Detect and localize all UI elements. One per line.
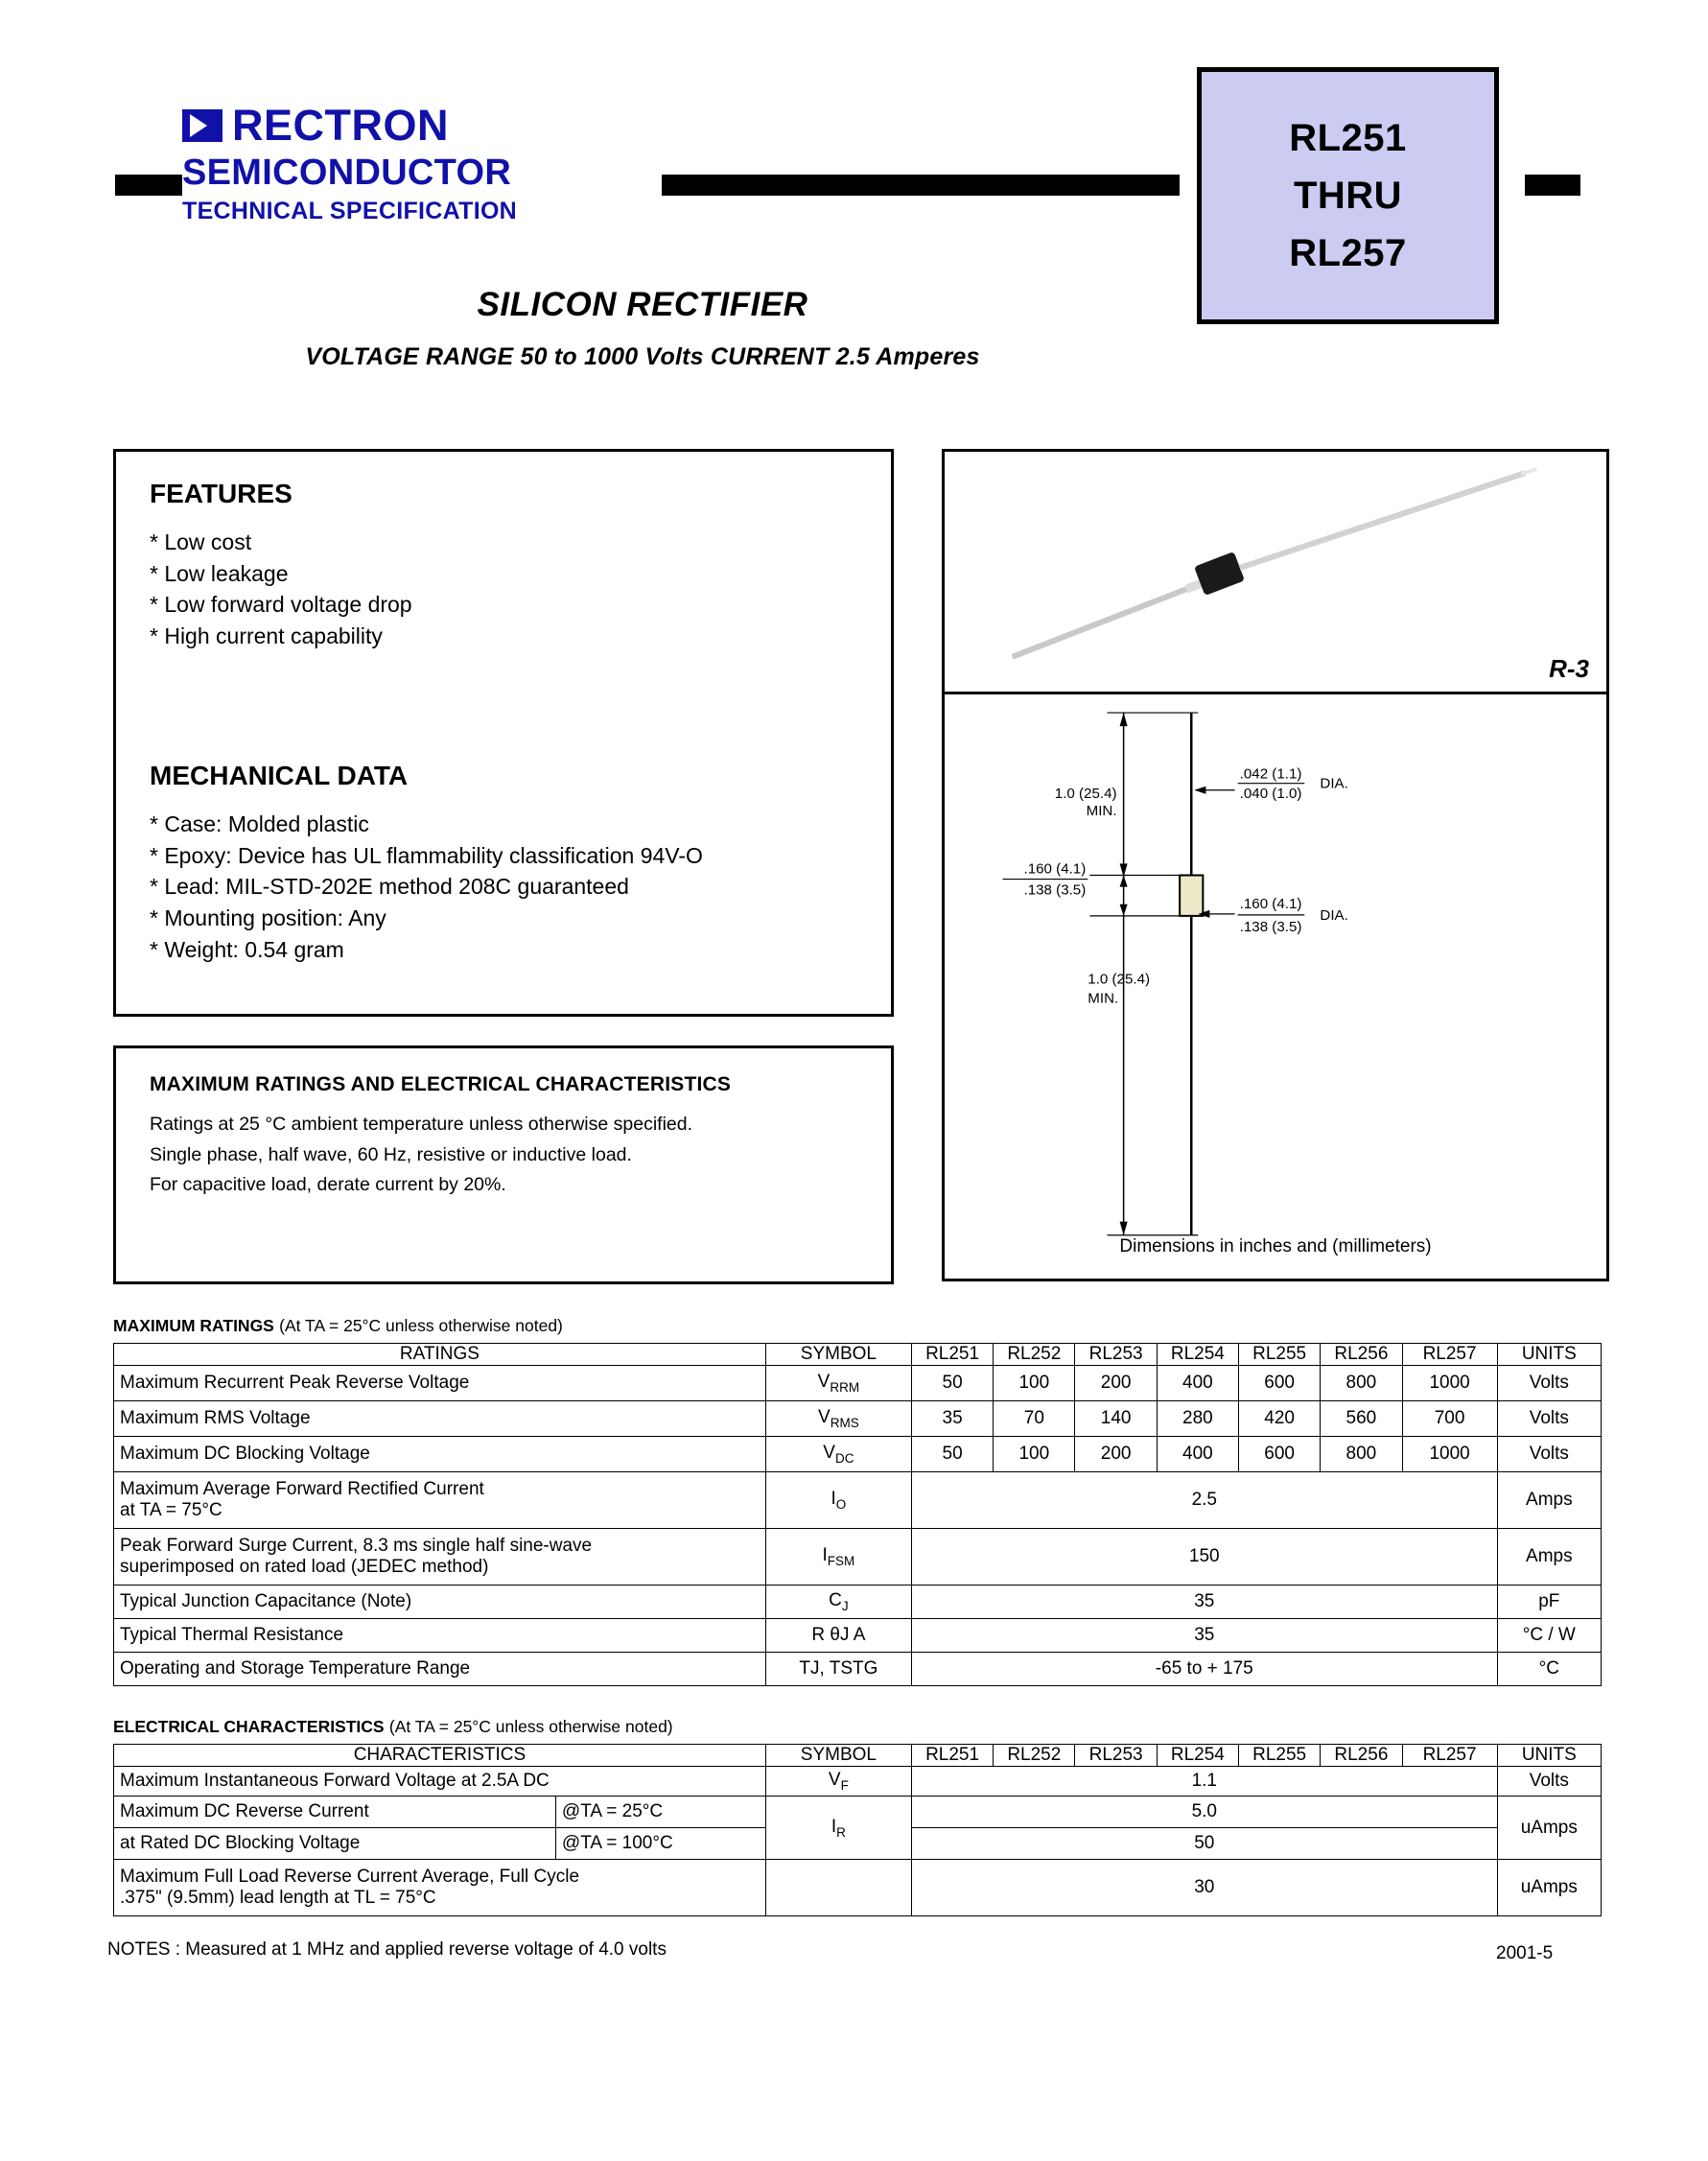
diode-photo-illustration bbox=[945, 452, 1606, 692]
col-part-5: RL255 bbox=[1239, 1745, 1321, 1767]
rating-symbol bbox=[765, 1529, 911, 1586]
mechanical-heading: MECHANICAL DATA bbox=[150, 761, 409, 790]
rating-name: Typical Thermal Resistance bbox=[114, 1619, 766, 1653]
symbol-main: V bbox=[817, 1372, 831, 1393]
table-header-row bbox=[114, 1745, 1602, 1767]
cell-value: 70 bbox=[994, 1401, 1075, 1437]
symbol-main: V bbox=[818, 1407, 831, 1428]
header-rule-middle bbox=[662, 175, 1180, 196]
symbol-main: V bbox=[828, 1770, 841, 1791]
list-item: * Epoxy: Device has UL flammability classification 94V-O bbox=[150, 842, 703, 868]
cell-value-span: -65 to + 175 bbox=[911, 1653, 1497, 1686]
rating-symbol bbox=[765, 1472, 911, 1529]
symbol-main: I bbox=[831, 1489, 836, 1510]
svg-text:.040 (1.0): .040 (1.0) bbox=[1239, 785, 1302, 802]
col-part-4: RL254 bbox=[1157, 1745, 1238, 1767]
package-dimensions-box bbox=[942, 689, 1609, 1281]
symbol-main: I bbox=[822, 1545, 828, 1566]
list-item: * Lead: MIL-STD-202E method 208C guaranteed bbox=[150, 874, 629, 900]
symbol-sub: J bbox=[841, 1598, 849, 1613]
company-subtitle: SEMICONDUCTOR bbox=[182, 153, 512, 193]
header-rule-right bbox=[1525, 175, 1580, 196]
char-name-line2: at Rated DC Blocking Voltage bbox=[114, 1828, 556, 1860]
char-name-line1: Maximum DC Reverse Current bbox=[114, 1797, 556, 1828]
page-subtitle: VOLTAGE RANGE 50 to 1000 Volts CURRENT 2.5 Amperes bbox=[305, 343, 980, 370]
col-symbol: SYMBOL bbox=[765, 1745, 911, 1767]
col-part-2: RL252 bbox=[994, 1344, 1075, 1366]
col-part-5: RL255 bbox=[1239, 1344, 1321, 1366]
col-part-7: RL257 bbox=[1402, 1344, 1497, 1366]
col-part-4: RL254 bbox=[1157, 1344, 1238, 1366]
rating-name-line2: superimposed on rated load (JEDEC method) bbox=[120, 1557, 489, 1577]
col-ratings: RATINGS bbox=[114, 1344, 766, 1366]
cell-units: Volts bbox=[1497, 1437, 1601, 1472]
col-part-6: RL256 bbox=[1321, 1344, 1402, 1366]
electrical-characteristics-table bbox=[113, 1744, 1602, 1916]
rating-name: Maximum DC Blocking Voltage bbox=[114, 1437, 766, 1472]
footer-notes: NOTES : Measured at 1 MHz and applied reverse voltage of 4.0 volts bbox=[107, 1939, 667, 1960]
table-row bbox=[114, 1401, 1602, 1437]
features-list bbox=[150, 527, 412, 652]
cell-units: °C / W bbox=[1497, 1619, 1601, 1653]
char-name bbox=[114, 1860, 766, 1916]
symbol-sub: O bbox=[835, 1496, 847, 1512]
svg-text:DIA.: DIA. bbox=[1320, 775, 1348, 792]
package-code-label: R-3 bbox=[1549, 654, 1589, 683]
part-number-last: RL257 bbox=[1289, 232, 1407, 274]
cell-value: 100 bbox=[994, 1366, 1075, 1401]
symbol-main: I bbox=[831, 1816, 837, 1837]
list-item: * Mounting position: Any bbox=[150, 904, 386, 930]
rating-name: Maximum RMS Voltage bbox=[114, 1401, 766, 1437]
rating-symbol bbox=[765, 1586, 911, 1619]
cell-value-span: 35 bbox=[911, 1619, 1497, 1653]
char-symbol bbox=[765, 1797, 911, 1860]
col-units: UNITS bbox=[1497, 1344, 1601, 1366]
list-item: * Case: Molded plastic bbox=[150, 811, 369, 836]
col-symbol: SYMBOL bbox=[765, 1344, 911, 1366]
company-name: RECTRON bbox=[232, 101, 449, 150]
cell-value-span: 50 bbox=[911, 1828, 1497, 1860]
symbol-sub: FSM bbox=[827, 1553, 855, 1568]
cell-value: 400 bbox=[1157, 1366, 1238, 1401]
cell-value: 600 bbox=[1239, 1437, 1321, 1472]
cell-value: 700 bbox=[1402, 1401, 1497, 1437]
char-condition-1: @TA = 25°C bbox=[555, 1797, 765, 1828]
svg-text:.160 (4.1): .160 (4.1) bbox=[1023, 860, 1087, 878]
list-item: Single phase, half wave, 60 Hz, resistive or inductive load. bbox=[150, 1143, 632, 1165]
char-condition-2: @TA = 100°C bbox=[555, 1828, 765, 1860]
char-name: Maximum Instantaneous Forward Voltage at 2.5A DC bbox=[114, 1767, 766, 1797]
cell-value: 140 bbox=[1075, 1401, 1157, 1437]
ratings-note-lines bbox=[150, 1110, 692, 1201]
cell-value: 600 bbox=[1239, 1366, 1321, 1401]
char-symbol bbox=[765, 1767, 911, 1797]
cell-value: 800 bbox=[1321, 1437, 1402, 1472]
cell-value: 560 bbox=[1321, 1401, 1402, 1437]
symbol-sub: R bbox=[836, 1824, 846, 1840]
table-header-row bbox=[114, 1344, 1602, 1366]
rating-name: Operating and Storage Temperature Range bbox=[114, 1653, 766, 1686]
rating-symbol bbox=[765, 1401, 911, 1437]
part-range-thru: THRU bbox=[1293, 175, 1403, 217]
table-row bbox=[114, 1366, 1602, 1401]
cell-value: 1000 bbox=[1402, 1437, 1497, 1472]
rectron-logo-icon bbox=[182, 109, 222, 142]
cell-value-span: 1.1 bbox=[911, 1767, 1497, 1797]
rating-symbol bbox=[765, 1366, 911, 1401]
dimensions-caption: Dimensions in inches and (millimeters) bbox=[1119, 1236, 1432, 1257]
cell-units: uAmps bbox=[1497, 1860, 1601, 1916]
col-part-1: RL251 bbox=[911, 1745, 993, 1767]
char-name-line1: Maximum Full Load Reverse Current Average, Full Cycle bbox=[120, 1867, 580, 1887]
max-ratings-table bbox=[113, 1343, 1602, 1686]
svg-text:1.0 (25.4): 1.0 (25.4) bbox=[1054, 785, 1117, 802]
list-item: * High current capability bbox=[150, 622, 383, 648]
cell-units: uAmps bbox=[1497, 1797, 1601, 1860]
rating-name-line1: Peak Forward Surge Current, 8.3 ms single half sine-wave bbox=[120, 1536, 593, 1556]
cell-units: °C bbox=[1497, 1653, 1601, 1686]
rating-name: Maximum Recurrent Peak Reverse Voltage bbox=[114, 1366, 766, 1401]
table-row bbox=[114, 1797, 1602, 1828]
cell-units: pF bbox=[1497, 1586, 1601, 1619]
cell-value: 400 bbox=[1157, 1437, 1238, 1472]
col-part-1: RL251 bbox=[911, 1344, 993, 1366]
svg-text:.042 (1.1): .042 (1.1) bbox=[1239, 765, 1302, 783]
table-row bbox=[114, 1653, 1602, 1686]
symbol-sub: RMS bbox=[830, 1415, 859, 1430]
cell-value: 800 bbox=[1321, 1366, 1402, 1401]
cell-value: 100 bbox=[994, 1437, 1075, 1472]
table-row bbox=[114, 1437, 1602, 1472]
table-row bbox=[114, 1767, 1602, 1797]
col-part-6: RL256 bbox=[1321, 1745, 1402, 1767]
svg-text:.138 (3.5): .138 (3.5) bbox=[1023, 881, 1087, 899]
cell-value-span: 2.5 bbox=[911, 1472, 1497, 1529]
svg-text:.160 (4.1): .160 (4.1) bbox=[1239, 895, 1302, 912]
cell-value: 200 bbox=[1075, 1437, 1157, 1472]
cell-value: 200 bbox=[1075, 1366, 1157, 1401]
symbol-sub: DC bbox=[834, 1450, 854, 1466]
rating-symbol bbox=[765, 1437, 911, 1472]
table-row bbox=[114, 1619, 1602, 1653]
col-part-7: RL257 bbox=[1402, 1745, 1497, 1767]
features-mechanical-box bbox=[113, 449, 894, 1017]
col-units: UNITS bbox=[1497, 1745, 1601, 1767]
package-photo-box bbox=[942, 449, 1609, 694]
cell-value: 280 bbox=[1157, 1401, 1238, 1437]
cell-value: 50 bbox=[911, 1366, 993, 1401]
cell-units: Amps bbox=[1497, 1529, 1601, 1586]
list-item: * Weight: 0.54 gram bbox=[150, 936, 344, 962]
rating-name-line1: Maximum Average Forward Rectified Current bbox=[120, 1479, 484, 1499]
list-item: * Low leakage bbox=[150, 560, 289, 586]
table-row bbox=[114, 1529, 1602, 1586]
col-part-3: RL253 bbox=[1075, 1745, 1157, 1767]
mechanical-list bbox=[150, 809, 703, 965]
rating-name bbox=[114, 1529, 766, 1586]
char-symbol-empty bbox=[765, 1860, 911, 1916]
cell-value: 1000 bbox=[1402, 1366, 1497, 1401]
list-item: Ratings at 25 °C ambient temperature unless otherwise specified. bbox=[150, 1114, 693, 1135]
package-dimension-drawing bbox=[945, 689, 1606, 1279]
rating-symbol: R θJ A bbox=[765, 1619, 911, 1653]
symbol-main: C bbox=[829, 1590, 842, 1611]
page-title: SILICON RECTIFIER bbox=[477, 286, 808, 323]
table-row bbox=[114, 1860, 1602, 1916]
cell-units: Volts bbox=[1497, 1366, 1601, 1401]
cell-value: 50 bbox=[911, 1437, 993, 1472]
rating-name bbox=[114, 1472, 766, 1529]
features-heading: FEATURES bbox=[150, 479, 292, 508]
list-item: * Low cost bbox=[150, 529, 252, 554]
cell-value-span: 30 bbox=[911, 1860, 1497, 1916]
list-item: For capacitive load, derate current by 20%. bbox=[150, 1174, 506, 1196]
list-item: * Low forward voltage drop bbox=[150, 592, 412, 618]
char-name-line2: .375" (9.5mm) lead length at TL = 75°C bbox=[120, 1888, 436, 1908]
svg-text:DIA.: DIA. bbox=[1320, 906, 1348, 924]
cell-value-span: 5.0 bbox=[911, 1797, 1497, 1828]
cell-value-span: 150 bbox=[911, 1529, 1497, 1586]
company-logo-block bbox=[182, 101, 690, 225]
col-part-3: RL253 bbox=[1075, 1344, 1157, 1366]
table-row bbox=[114, 1472, 1602, 1529]
svg-text:1.0 (25.4): 1.0 (25.4) bbox=[1088, 971, 1151, 988]
svg-text:.138 (3.5): .138 (3.5) bbox=[1239, 919, 1302, 936]
col-characteristics: CHARACTERISTICS bbox=[114, 1745, 766, 1767]
document-type: TECHNICAL SPECIFICATION bbox=[182, 198, 518, 224]
cell-value-span: 35 bbox=[911, 1586, 1497, 1619]
symbol-main: V bbox=[823, 1443, 835, 1464]
elec-chars-caption: ELECTRICAL CHARACTERISTICS (At TA = 25°C unless otherwise noted) bbox=[113, 1717, 673, 1736]
part-number-first: RL251 bbox=[1289, 117, 1407, 159]
header-rule-left bbox=[115, 175, 182, 196]
svg-text:MIN.: MIN. bbox=[1086, 802, 1117, 819]
svg-text:MIN.: MIN. bbox=[1088, 990, 1119, 1007]
ratings-note-heading: MAXIMUM RATINGS AND ELECTRICAL CHARACTERISTICS bbox=[150, 1073, 732, 1095]
cell-value: 420 bbox=[1239, 1401, 1321, 1437]
rating-name: Typical Junction Capacitance (Note) bbox=[114, 1586, 766, 1619]
ratings-note-box bbox=[113, 1045, 894, 1284]
symbol-sub: F bbox=[840, 1777, 849, 1793]
symbol-sub: RRM bbox=[830, 1379, 860, 1395]
rating-name-line2: at TA = 75°C bbox=[120, 1500, 222, 1520]
cell-value: 35 bbox=[911, 1401, 993, 1437]
cell-units: Volts bbox=[1497, 1401, 1601, 1437]
rating-symbol: TJ, TSTG bbox=[765, 1653, 911, 1686]
col-part-2: RL252 bbox=[994, 1745, 1075, 1767]
table-row bbox=[114, 1586, 1602, 1619]
cell-units: Amps bbox=[1497, 1472, 1601, 1529]
footer-revision: 2001-5 bbox=[1496, 1943, 1554, 1963]
cell-units: Volts bbox=[1497, 1767, 1601, 1797]
max-ratings-caption: MAXIMUM RATINGS (At TA = 25°C unless otherwise noted) bbox=[113, 1316, 563, 1335]
